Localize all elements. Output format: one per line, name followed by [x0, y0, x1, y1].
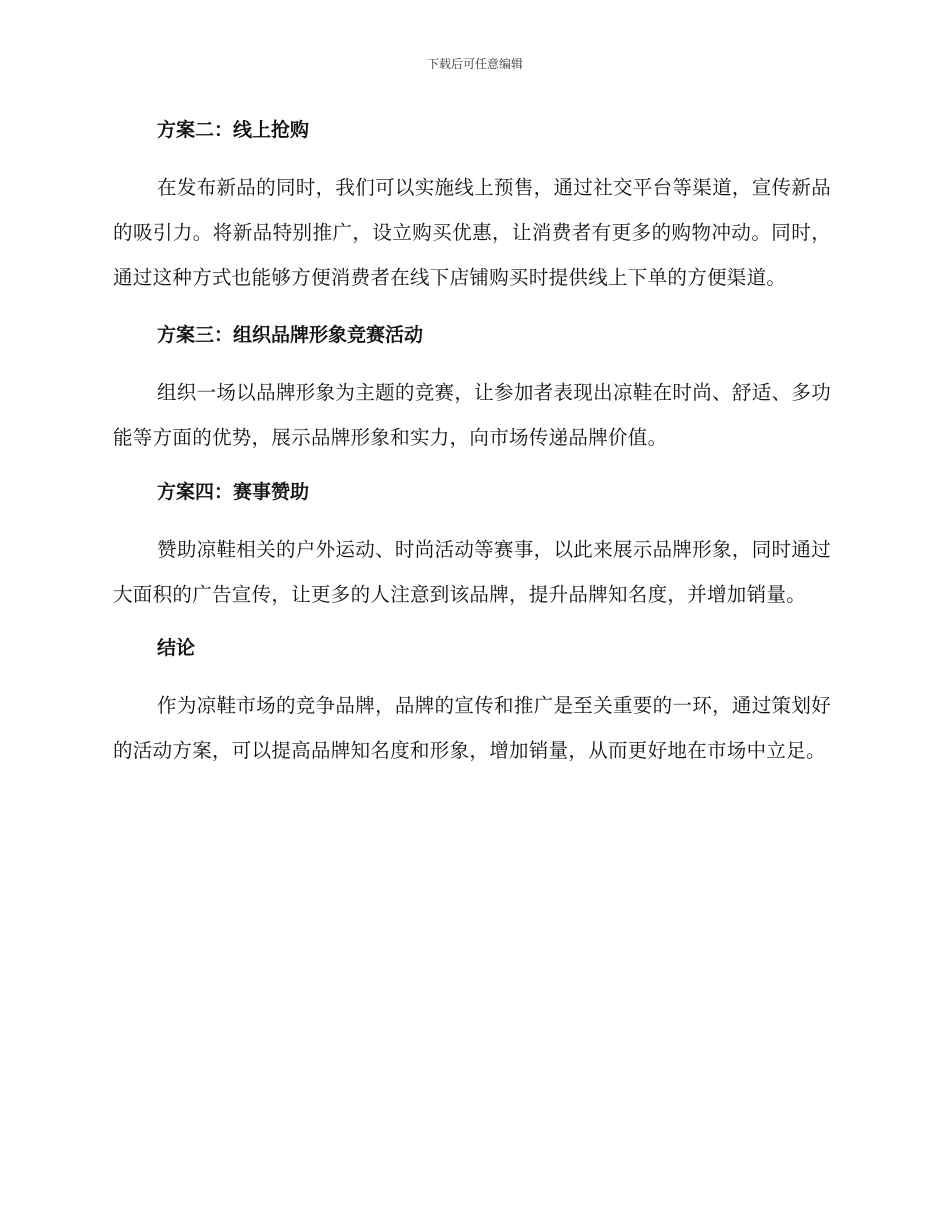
section-heading-plan-2: 方案二：线上抢购 — [157, 119, 310, 141]
document-body — [113, 108, 831, 773]
section-heading-plan-3: 方案三：组织品牌形象竞赛活动 — [157, 324, 424, 346]
section-paragraph-plan-3: 组织一场以品牌形象为主题的竞赛，让参加者表现出凉鞋在时尚、舒适、多功能等方面的优势，展示品牌形象和实力，向市场传递品牌价值。 — [113, 381, 831, 449]
section-heading-conclusion: 结论 — [157, 637, 196, 659]
section-paragraph-plan-4: 赞助凉鞋相关的户外运动、时尚活动等赛事，以此来展示品牌形象，同时通过大面积的广告宣传，让更多的人注意到该品牌，提升品牌知名度，并增加销量。 — [113, 538, 831, 606]
section-paragraph-plan-2: 在发布新品的同时，我们可以实施线上预售，通过社交平台等渠道，宣传新品的吸引力。将新品特别推广，设立购买优惠，让消费者有更多的购物冲动。同时，通过这种方式也能够方便消费者在线下店铺购买时提供线上下单的方便渠道。 — [113, 176, 831, 289]
section-heading-plan-4: 方案四：赛事赞助 — [157, 481, 310, 503]
section-paragraph-conclusion: 作为凉鞋市场的竞争品牌，品牌的宣传和推广是至关重要的一环，通过策划好的活动方案，可以提高品牌知名度和形象，增加销量，从而更好地在市场中立足。 — [113, 694, 831, 762]
running-header: 下载后可任意编辑 — [426, 57, 523, 71]
